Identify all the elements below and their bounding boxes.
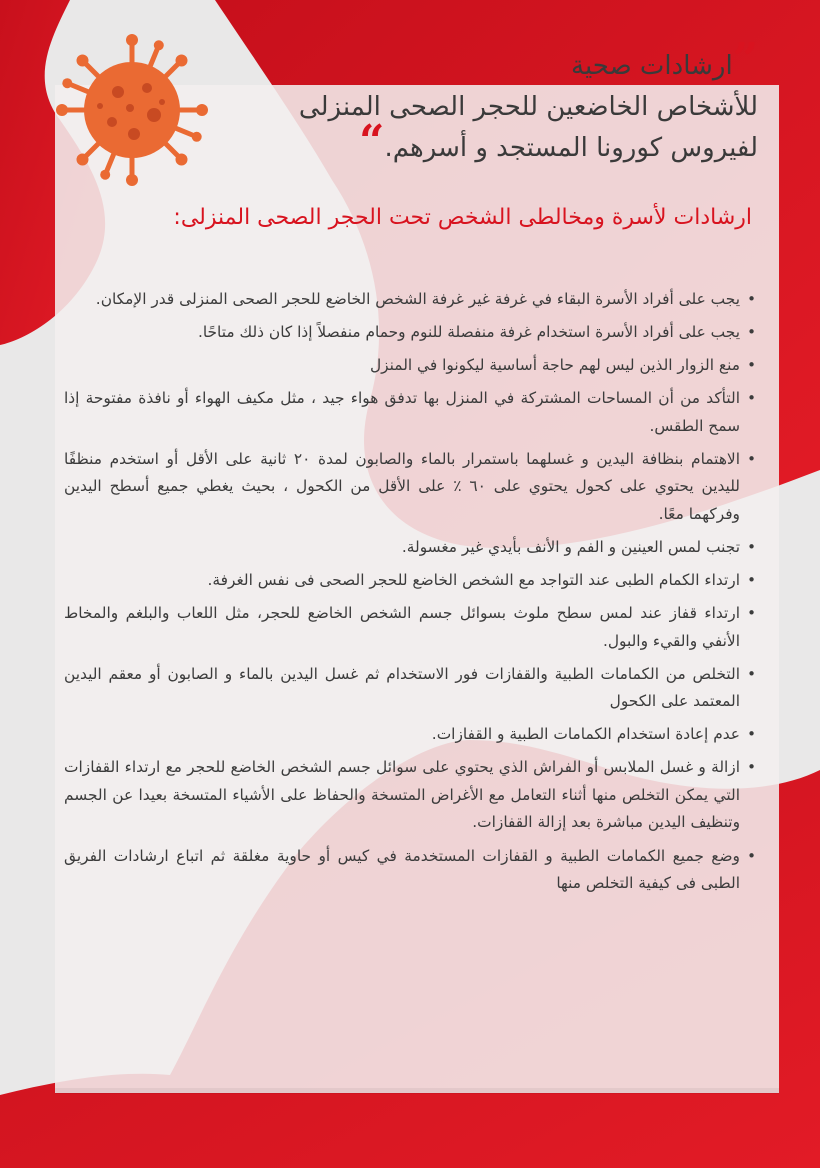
list-item bbox=[64, 352, 758, 380]
list-item-text: ارتداء الكمام الطبى عند التواجد مع الشخص الخاضع للحجر الصحى فى نفس الغرفة. bbox=[207, 571, 740, 590]
list-item bbox=[64, 661, 758, 716]
list-item bbox=[64, 754, 758, 837]
page-title bbox=[58, 34, 758, 169]
list-item-text: يجب على أفراد الأسرة البقاء في غرفة غير غرفة الشخص الخاضع للحجر الصحى المنزلى قدر الإمكان. bbox=[95, 290, 740, 308]
list-item-text: عدم إعادة استخدام الكمامات الطبية و القفازات. bbox=[431, 725, 740, 744]
bullet-point: • bbox=[747, 571, 756, 590]
list-item-text: تجنب لمس العينين و الفم و الأنف بأيدي غير مغسولة. bbox=[401, 537, 740, 556]
list-item bbox=[64, 843, 758, 898]
list-item-text: الاهتمام بنظافة اليدين و غسلهما باستمرار بالماء والصابون لمدة ٢٠ ثانية على الأقل أو استخدم منظفًا لليدين يحتوي على كحول يحتوي على ٦٠ ٪ على الأقل من الكحول ، بحيث يغطي جميع أسطح اليدين وفركهما معًا. bbox=[64, 449, 740, 523]
guidelines-list bbox=[64, 286, 758, 903]
bullet-point: • bbox=[747, 537, 756, 556]
section-heading: ارشادات لأسرة ومخالطى الشخص تحت الحجر الصحى المنزلى: bbox=[173, 205, 752, 230]
open-quote-mark: ” bbox=[732, 34, 758, 85]
bullet-point: • bbox=[747, 356, 756, 375]
bullet-point: • bbox=[747, 725, 756, 744]
bullet-point: • bbox=[747, 290, 756, 308]
list-item bbox=[64, 534, 758, 562]
bullet-point: • bbox=[747, 846, 756, 865]
list-item bbox=[64, 567, 758, 595]
list-item bbox=[64, 600, 758, 655]
bullet-point: • bbox=[747, 389, 756, 408]
list-item-text: ارتداء قفاز عند لمس سطح ملوث بسوائل جسم الشخص الخاضع للحجر، مثل اللعاب والبلغم والمخاط الأنفي والقيء والبول. bbox=[64, 604, 740, 650]
list-item-text: ازالة و غسل الملابس أو الفراش الذي يحتوي على سوائل جسم الشخص الخاضع للحجر مع ارتداء القفازات التي يمكن التخلص منها أثناء التعامل مع الأغراض المتسخة والحفاظ على الأشياء المتسخة بعيدا عن الجسم وتنظيف اليدين مباشرة بعد إزالة القفازات. bbox=[64, 758, 740, 832]
close-quote-mark: “ bbox=[359, 116, 385, 167]
bullet-point: • bbox=[747, 323, 756, 342]
title-line-3: لفيروس كورونا المستجد و أسرهم.“ bbox=[359, 116, 758, 167]
list-item-text: يجب على أفراد الأسرة استخدام غرفة منفصلة للنوم وحمام منفصلاً إذا كان ذلك متاحًا. bbox=[197, 323, 740, 342]
list-item bbox=[64, 721, 758, 749]
list-item-text: منع الزوار الذين ليس لهم حاجة أساسية ليكونوا في المنزل bbox=[369, 356, 740, 375]
bullet-point: • bbox=[747, 604, 756, 623]
list-item-text: التخلص من الكمامات الطبية والقفازات فور الاستخدام ثم غسل اليدين بالماء و الصابون أو معقم اليدين المعتمد على الكحول bbox=[64, 664, 740, 711]
bullet-point: • bbox=[747, 758, 756, 777]
bullet-point: • bbox=[747, 664, 756, 683]
list-item-text: وضع جميع الكمامات الطبية و القفازات المستخدمة في كيس أو حاوية مغلقة ثم اتباع ارشادات الفريق الطبى فى كيفية التخلص منها bbox=[64, 846, 740, 893]
title-line-1: ”ارشادات صحية bbox=[571, 34, 758, 85]
list-item bbox=[64, 446, 758, 529]
list-item bbox=[64, 286, 758, 314]
list-item bbox=[64, 385, 758, 440]
list-item-text: التأكد من أن المساحات المشتركة في المنزل بها تدفق هواء جيد ، مثل مكيف الهواء أو نافذة مفتوحة إذا سمح الطقس. bbox=[64, 389, 740, 435]
title-line-2: للأشخاص الخاضعين للحجر الصحى المنزلى bbox=[298, 92, 758, 122]
bullet-point: • bbox=[747, 449, 756, 468]
list-item bbox=[64, 319, 758, 347]
